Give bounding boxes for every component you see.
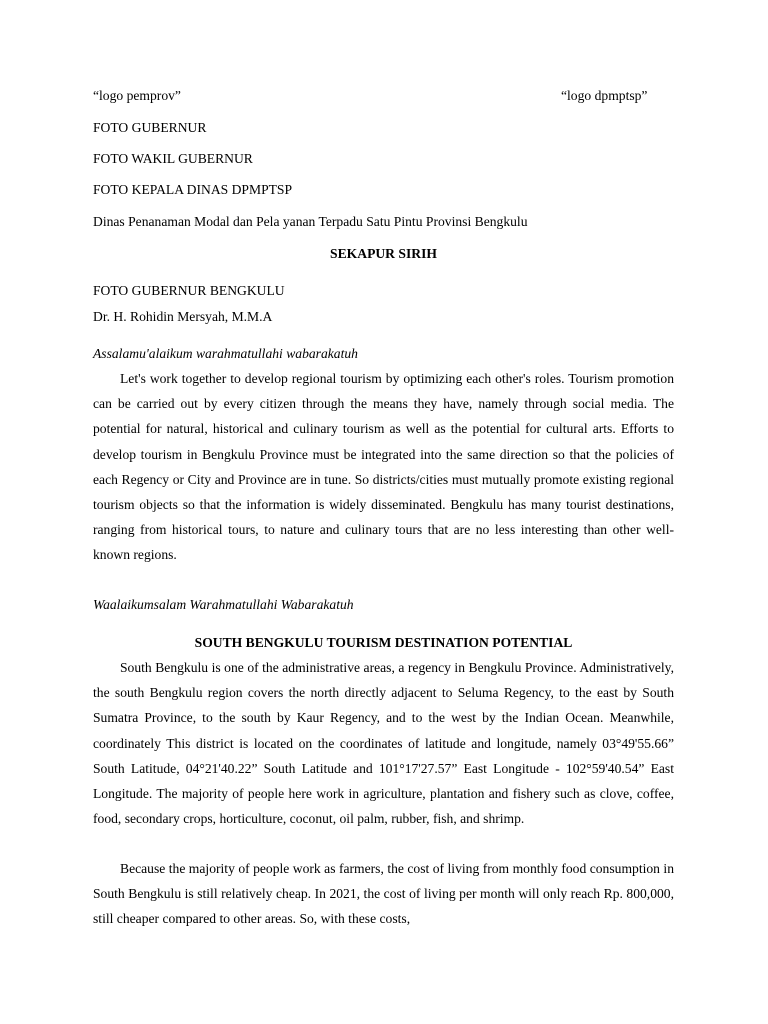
foreword-body-text: Let's work together to develop regional tourism by optimizing each other's roles. Tourism promotion can be carried out by every citizen through the means they have, namely through social media. The potential for natural, historical and culinary tourism as well as the potential for cultural arts. Efforts to develop tourism in Bengkulu Province must be integrated into the same direction so that the policies of each Regency or City and Province are in tune. So districts/cities must mutually promote existing regional tourism objects so that the information is widely disseminated. Bengkulu has many tourist destinations, ranging from historical tours, to nature and culinary tours that are no less interesting than other well-known regions. [93, 371, 674, 563]
foreword-title: SEKAPUR SIRIH [330, 246, 437, 261]
agency-name: Dinas Penanaman Modal dan Pela yanan Terpadu Satu Pintu Provinsi Bengkulu [93, 214, 528, 229]
head-photo-placeholder: FOTO KEPALA DINAS DPMPTSP [93, 182, 293, 197]
governor-name: Dr. H. Rohidin Mersyah, M.M.A [93, 309, 273, 324]
governor-photo-placeholder: FOTO GUBERNUR [93, 120, 207, 135]
closing-greeting: Waalaikumsalam Warahmatullahi Wabarakatuh [93, 597, 354, 612]
section-paragraph-1 [93, 655, 674, 831]
vice-governor-photo-placeholder: FOTO WAKIL GUBERNUR [93, 151, 253, 166]
logo-dpmptsp-placeholder: “logo dpmptsp” [561, 88, 648, 103]
section-paragraph-2 [93, 856, 674, 932]
governor-bengkulu-photo-placeholder: FOTO GUBERNUR BENGKULU [93, 283, 285, 298]
section-paragraph-2-text: Because the majority of people work as farmers, the cost of living from monthly food consumption in South Bengkulu is still relatively cheap. In 2021, the cost of living per month will only reach Rp. 800,000, still cheaper compared to other areas. So, with these costs, [93, 861, 674, 927]
logo-pemprov-placeholder: “logo pemprov” [93, 88, 181, 103]
section-paragraph-1-text: South Bengkulu is one of the administrative areas, a regency in Bengkulu Province. Administratively, the south Bengkulu region covers the north directly adjacent to Seluma Regency, to the east by South Sumatra Province, to the south by Kaur Regency, and to the west by the Indian Ocean. Meanwhile, coordinately This district is located on the coordinates of latitude and longitude, namely 03°49'55.66” South Latitude, 04°21'40.22” South Latitude and 101°17'27.57” East Longitude - 102°59'40.54” East Longitude. The majority of people here work in agriculture, plantation and fishery such as clove, coffee, food, secondary crops, horticulture, coconut, oil palm, rubber, fish, and shrimp. [93, 660, 674, 827]
section-title: SOUTH BENGKULU TOURISM DESTINATION POTENTIAL [194, 635, 573, 650]
opening-greeting: Assalamu'alaikum warahmatullahi wabarakatuh [93, 346, 358, 361]
foreword-body [93, 366, 674, 568]
